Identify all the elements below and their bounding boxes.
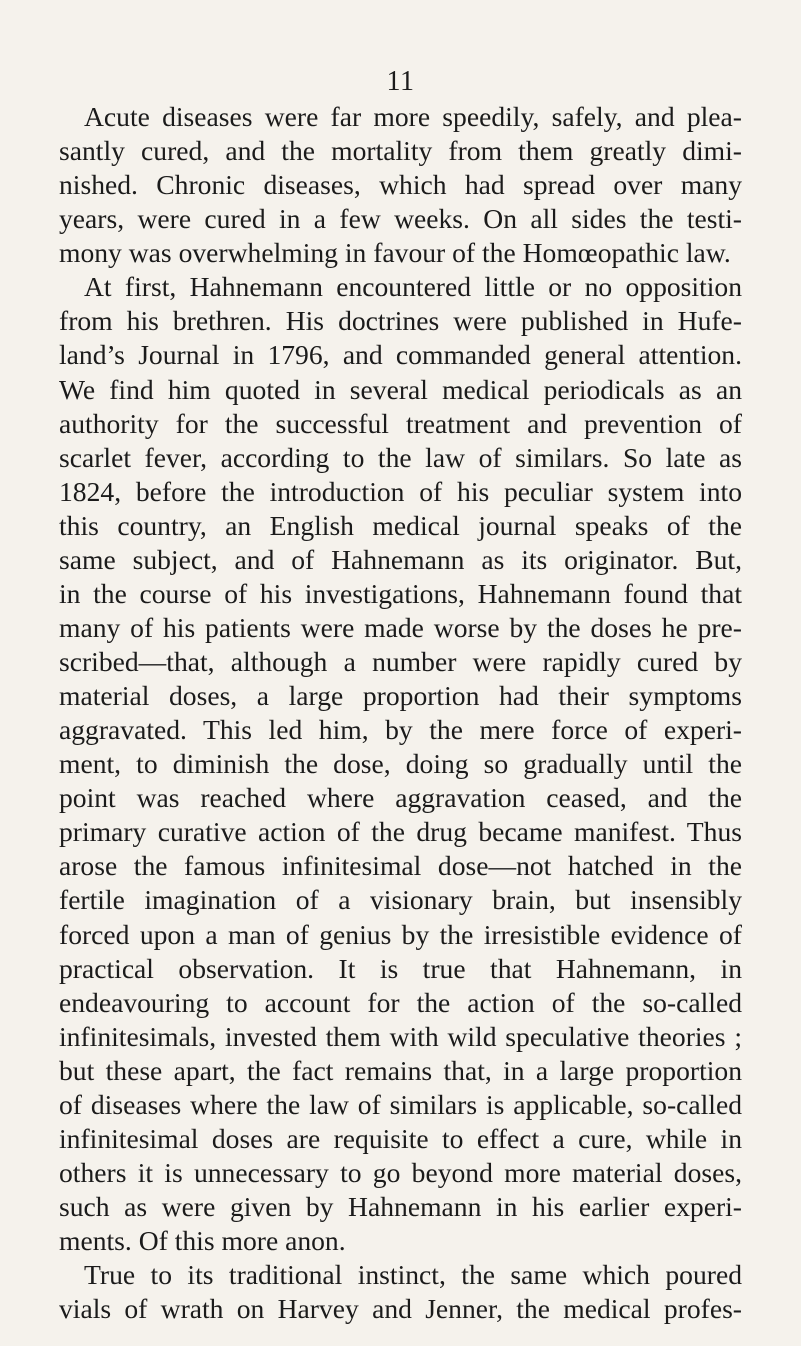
text-line: from his brethren. His doctrines were published in Hufe- bbox=[59, 305, 742, 337]
text-line: land’s Journal in 1796, and commanded general attention. bbox=[59, 339, 742, 371]
text-line: santly cured, and the mortality from them greatly dimi- bbox=[59, 135, 742, 167]
text-line: of diseases where the law of similars is applicable, so-called bbox=[59, 1088, 742, 1120]
text-line: vials of wrath on Harvey and Jenner, the medical profes- bbox=[59, 1293, 742, 1325]
text-line: point was reached where aggravation ceased, and the bbox=[59, 782, 742, 814]
text-line: nished. Chronic diseases, which had spread over many bbox=[59, 169, 742, 201]
body-text bbox=[59, 100, 742, 1326]
text-line: in the course of his investigations, Hahnemann found that bbox=[59, 577, 742, 609]
text-line: endeavouring to account for the action of the so-called bbox=[59, 986, 742, 1018]
text-line: years, were cured in a few weeks. On all sides the testi- bbox=[59, 203, 742, 235]
text-line: At first, Hahnemann encountered little or no opposition bbox=[84, 271, 742, 303]
text-line: forced upon a man of genius by the irresistible evidence of bbox=[59, 918, 742, 950]
text-line: others it is unnecessary to go beyond more material doses, bbox=[59, 1156, 742, 1188]
text-line: 1824, before the introduction of his peculiar system into bbox=[59, 475, 742, 507]
text-line: aggravated. This led him, by the mere force of experi- bbox=[59, 714, 742, 746]
text-line: scribed—that, although a number were rapidly cured by bbox=[59, 646, 742, 677]
text-line: primary curative action of the drug became manifest. Thus bbox=[59, 816, 742, 848]
text-line: We find him quoted in several medical periodicals as an bbox=[59, 373, 742, 405]
text-line: many of his patients were made worse by the doses he pre- bbox=[59, 611, 742, 643]
text-line: but these apart, the fact remains that, in a large proportion bbox=[59, 1054, 742, 1086]
text-line: same subject, and of Hahnemann as its originator. But, bbox=[59, 543, 742, 575]
text-line: practical observation. It is true that Hahnemann, in bbox=[59, 952, 742, 984]
text-line: ment, to diminish the dose, doing so gradually until the bbox=[59, 748, 742, 780]
text-line: infinitesimal doses are requisite to effect a cure, while in bbox=[59, 1122, 742, 1154]
text-line: this country, an English medical journal speaks of the bbox=[59, 509, 742, 541]
text-line: such as were given by Hahnemann in his earlier experi- bbox=[59, 1191, 742, 1222]
text-line: material doses, a large proportion had their symptoms bbox=[59, 680, 742, 712]
text-line: authority for the successful treatment and prevention of bbox=[59, 407, 742, 439]
text-line: fertile imagination of a visionary brain, but insensibly bbox=[59, 884, 742, 916]
text-line: mony was overwhelming in favour of the Homœopathic law. bbox=[59, 237, 731, 269]
text-line: True to its traditional instinct, the same which poured bbox=[84, 1259, 742, 1291]
text-line: Acute diseases were far more speedily, safely, and plea- bbox=[84, 101, 742, 132]
text-line: arose the famous infinitesimal dose—not hatched in the bbox=[59, 850, 742, 882]
text-line: infinitesimals, invested them with wild speculative theories ; bbox=[59, 1020, 742, 1052]
text-line: ments. Of this more anon. bbox=[59, 1225, 346, 1257]
text-line: scarlet fever, according to the law of similars. So late as bbox=[59, 441, 742, 473]
page-number: 11 bbox=[386, 66, 415, 97]
